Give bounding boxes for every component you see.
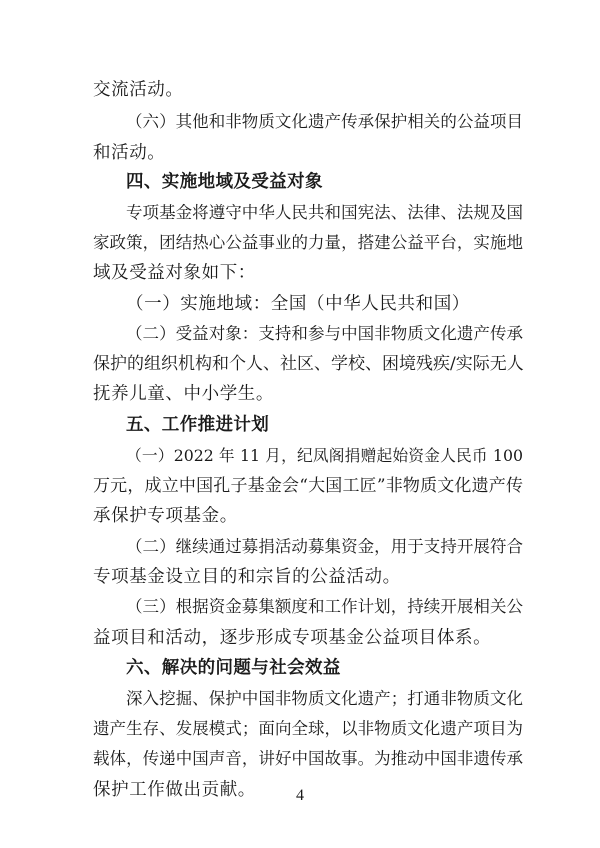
text-line: 载体，传递中国声音，讲好中国故事。为推动中国非遗传承: [93, 749, 523, 768]
text-line: 抚养儿童、中小学生。: [93, 384, 274, 404]
text-line: （六）其他和非物质文化遗产传承保护相关的公益项目: [126, 112, 523, 131]
text-line: 承保护专项基金。: [93, 506, 238, 526]
text-line: 专项基金将遵守中华人民共和国宪法、法律、法规及国: [126, 203, 523, 222]
section-heading: 六、解决的问题与社会效益: [126, 658, 341, 678]
text-line: 专项基金设立目的和宗旨的公益活动。: [93, 567, 401, 587]
page-number: 4: [296, 787, 304, 804]
text-line: （二）继续通过募捐活动募集资金，用于支持开展符合: [126, 537, 523, 556]
text-line: 和活动。: [93, 143, 166, 163]
text-line: （一）实施地域：全国（中华人民共和国）: [126, 294, 470, 314]
text-line: 遗产生存、发展模式；面向全球，以非物质文化遗产项目为: [93, 719, 523, 738]
text-line: （三）根据资金募集额度和工作计划，持续开展相关公: [126, 597, 523, 616]
text-line: 万元，成立中国孔子基金会“大国工匠”非物质文化遗产传: [93, 476, 523, 496]
text-line: 保护的组织机构和个人、社区、学校、困境残疾/实际无人: [93, 354, 524, 374]
section-heading: 五、工作推进计划: [126, 415, 270, 435]
text-line: 深入挖掘、保护中国非物质文化遗产；打通非物质文化: [126, 689, 523, 708]
text-line: 家政策，团结热心公益事业的力量，搭建公益平台，实施地: [93, 233, 523, 252]
text-line: 益项目和活动，逐步形成专项基金公益项目体系。: [93, 628, 492, 648]
text-line: 保护工作做出贡献。: [93, 780, 256, 800]
text-line: 交流活动。: [93, 80, 184, 100]
text-line: （二）受益对象：支持和参与中国非物质文化遗产传承: [126, 324, 523, 343]
text-line: （一）2022 年 11 月，纪凤阁捐赠起始资金人民币 100: [126, 446, 523, 465]
section-heading: 四、实施地域及受益对象: [126, 172, 323, 192]
text-line: 域及受益对象如下：: [93, 263, 256, 283]
